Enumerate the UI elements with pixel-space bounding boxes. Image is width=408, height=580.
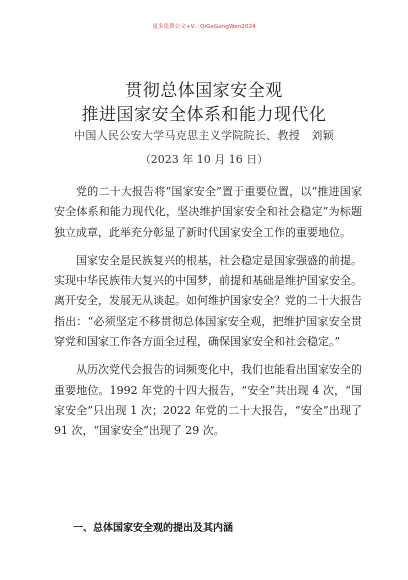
date-line: （2023 年 10 月 16 日）: [139, 153, 269, 166]
body-paragraph-3: 从历次党代会报告的词频变化中，我们也能看出国家安全的重要地位。1992 年党的十四大报告，“安全”共出现 4 次，“国家安全”只出现 1 次；2022 年党的二十大报告，“安全”出现了 91 次，“国家安全”出现了 29 次。: [54, 363, 362, 438]
body-paragraph-1: 党的二十大报告将“国家安全”置于重要位置，以“推进国家安全体系和能力现代化，坚决维护国家安全和社会稳定”为标题独立成章，此举充分彰显了新时代国家安全工作的重要地位。: [54, 185, 362, 239]
body-paragraph-2: 国家安全是民族复兴的根基，社会稳定是国家强盛的前提。实现中华民族伟大复兴的中国梦，前提和基础是维护国家安全。离开安全，发展无从谈起。如何维护国家安全？党的二十大报告指出：“必须坚定不移贯彻总体国家安全观，把维护国家安全贯穿党和国家工作各方面全过程，确保国家安全和社会稳定。”: [54, 253, 362, 349]
section-heading: 一、总体国家安全观的提出及其内涵: [73, 523, 233, 534]
document-title-line-1: 贯彻总体国家安全观: [125, 81, 283, 101]
author-line: 中国人民公安大学马克思主义学院院长、教授 刘颖: [74, 129, 334, 142]
top-banner-text: 更多免费公文+V：QiGeGongWen2024: [152, 24, 256, 30]
document-title-line-2: 推进国家安全体系和能力现代化: [81, 105, 327, 125]
document-body: [54, 182, 362, 450]
